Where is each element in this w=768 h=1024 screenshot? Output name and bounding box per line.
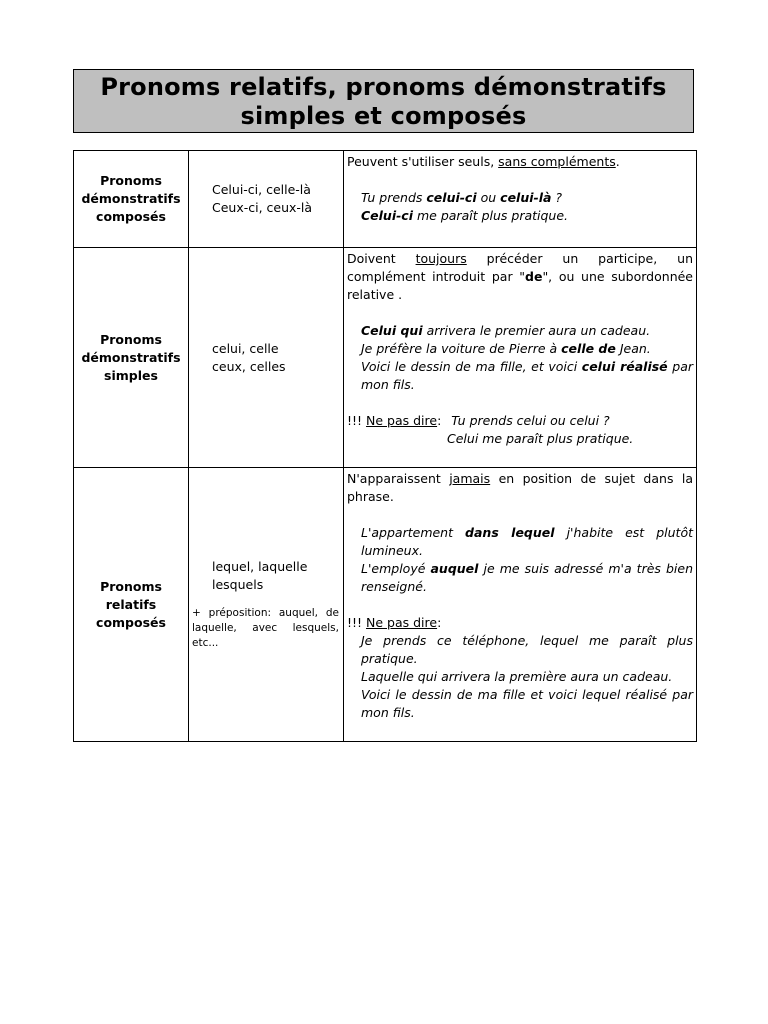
forms-cell (189, 151, 344, 248)
rule-text: N'apparaissent jamais en position de sujet dans la phrase. (347, 471, 693, 504)
forms-cell (189, 248, 344, 468)
warning: !!! Ne pas dire: (347, 615, 442, 630)
form-line: lequel, laquelle (212, 559, 308, 574)
form-line: ceux, celles (212, 358, 286, 374)
example: Celui-ci me paraît plus pratique. (361, 208, 569, 223)
category-cell: Pronoms relatifs composés (74, 468, 189, 742)
title-line-2: simples et composés (240, 102, 527, 130)
warning-example: Je prends ce téléphone, lequel me paraît plus pratique. (361, 633, 693, 666)
table-row (74, 248, 697, 468)
table-row (74, 151, 697, 248)
rule-text: Doivent toujours précéder un participe, un complément introduit par "de", ou une subordonnée relative . (347, 251, 693, 302)
warning: !!! Ne pas dire: Tu prends celui ou celui ? (347, 413, 610, 428)
form-line: Ceux-ci, ceux-là (212, 200, 313, 215)
form-line: lesquels (212, 577, 264, 592)
example: L'employé auquel je me suis adressé m'a très bien renseigné. (361, 561, 693, 594)
example: Je préfère la voiture de Pierre à celle de Jean. (361, 341, 651, 356)
grammar-table (73, 150, 697, 742)
rule-cell (344, 151, 697, 248)
category-cell: Pronoms démonstratifs simples (74, 248, 189, 468)
forms-note: + préposition: auquel, de laquelle, avec lesquels, etc... (192, 607, 339, 649)
warning-example: Voici le dessin de ma fille et voici lequel réalisé par mon fils. (361, 687, 693, 720)
example: Celui qui arrivera le premier aura un cadeau. (361, 323, 651, 338)
warning-example: Celui me paraît plus pratique. (447, 431, 634, 446)
table-row (74, 468, 697, 742)
example: L'appartement dans lequel j'habite est plutôt lumineux. (361, 525, 694, 558)
example: Voici le dessin de ma fille, et voici celui réalisé par mon fils. (361, 359, 693, 392)
rule-cell (344, 468, 697, 742)
rule-cell (344, 248, 697, 468)
form-line: Celui-ci, celle-là (212, 182, 311, 197)
document-title (73, 69, 694, 133)
category-cell: Pronoms démonstratifs composés (74, 151, 189, 248)
example: Tu prends celui-ci ou celui-là ? (361, 190, 563, 205)
rule-text: Peuvent s'utiliser seuls, sans compléments. (347, 154, 620, 169)
forms-cell (189, 468, 344, 742)
warning-example: Laquelle qui arrivera la première aura un cadeau. (361, 669, 673, 684)
warning-example: Tu prends celui ou celui ? (451, 413, 610, 428)
form-line: celui, celle (212, 340, 279, 356)
title-line-1: Pronoms relatifs, pronoms démonstratifs (100, 73, 667, 101)
